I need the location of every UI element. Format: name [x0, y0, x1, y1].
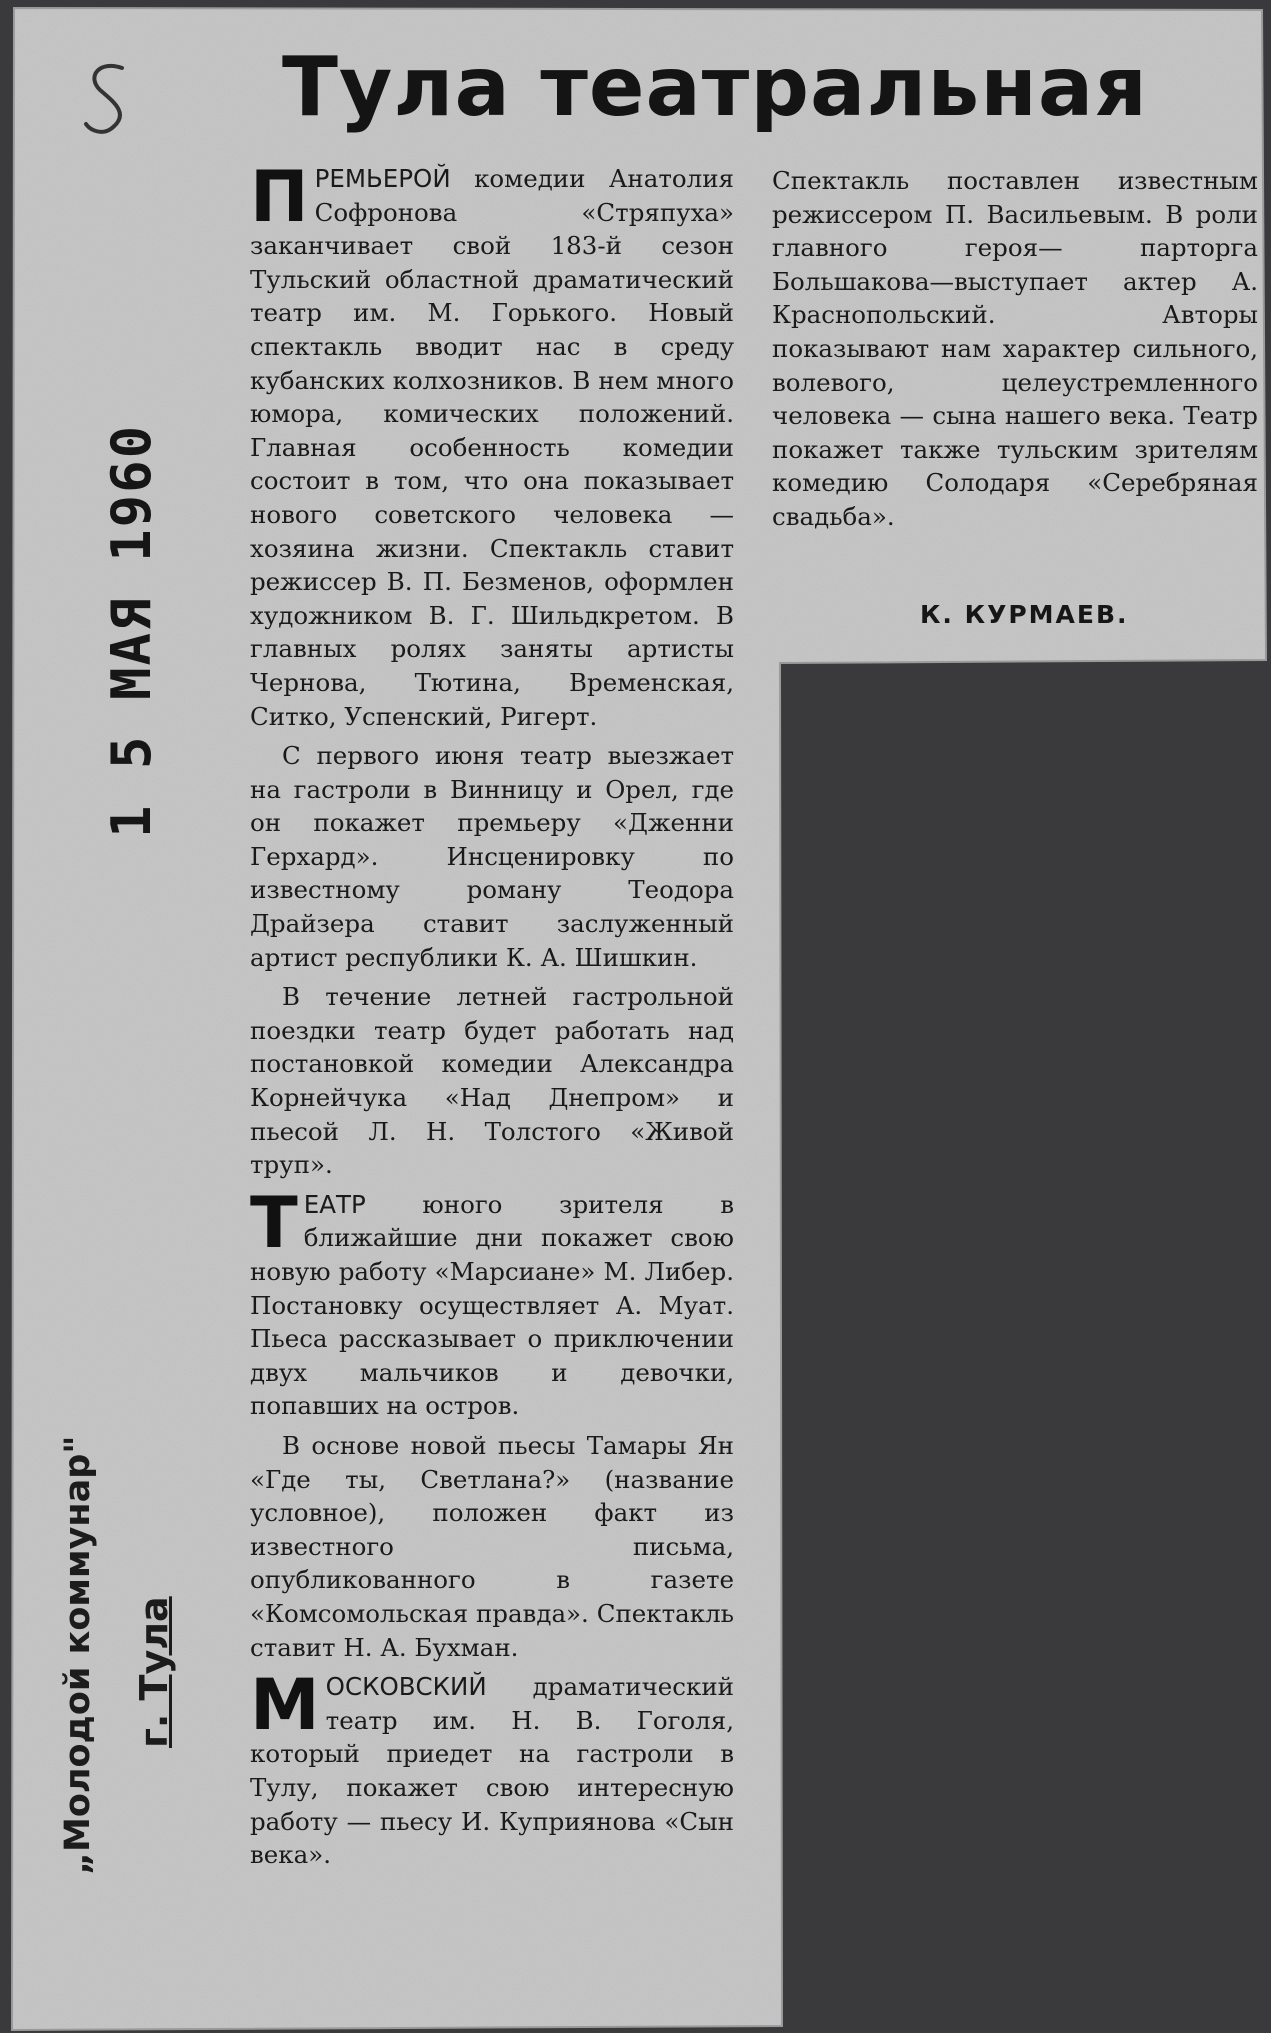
paragraph-new-play: В основе новой пьесы Тамары Ян «Где ты, Светлана?» (название условное), положен факт из известного письма, опубликованного в газете «Комсомольская правда». Спектакль ставит Н. А. Бухман. — [250, 1430, 734, 1662]
paragraph-moscow-theatre: МОСКОВСКИЙ драматический театр им. Н. В. Гоголя, который приедет на гастроли в Тулу, покажет свою интересную работу — пьесу И. Куприянова «Сын века». — [250, 1664, 734, 1870]
drop-cap: М — [250, 1664, 320, 1747]
newspaper-stamp: „Молодой коммунар" — [58, 1435, 98, 1875]
date-stamp: 1 5 МАЯ 1960 — [100, 423, 163, 838]
paragraph-premiere: ПРЕМЬЕРОЙ комедии Анатолия Софронова «Стряпуха» заканчивает свой 183-й сезон Тульский областной драматический театр им. М. Горького. Новый спектакль вводит нас в среду кубанских колхозников. В нем много юмора, комических положений. Главная особенность комедии состоит в том, что она показывает нового советского человека — хозяина жизни. Спектакль ставит режиссер В. П. Безменов, оформлен художником В. Г. Шильдкретом. В главных ролях заняты артисты Чернова, Тютина, Временская, Ситко, Успенский, Ригерт. — [250, 156, 734, 731]
handwritten-mark — [78, 58, 138, 138]
city-stamp: г. Тула — [132, 1596, 176, 1748]
author-signature: К. КУРМАЕВ. — [920, 600, 1129, 629]
left-column — [250, 156, 734, 1878]
drop-cap: П — [250, 156, 309, 238]
article-title: Тула театральная — [282, 40, 1148, 135]
paragraph-summer-plans: В течение летней гастрольной поездки театр будет работать над постановкой комедии Александра Корнейчука «Над Днепром» и пьесой Л. Н. Толстого «Живой труп». — [250, 982, 734, 1180]
paragraph-tour: С первого июня театр выезжает на гастроли в Винницу и Орел, где он покажет премьеру «Дженни Герхард». Инсценировку по известному роману Теодора Драйзера ставит заслуженный артист республики К. А. Шишкин. — [250, 741, 734, 972]
paragraph-continuation: Спектакль поставлен известным режиссером П. Васильевым. В роли главного героя— парторга Большакова—выступает актер А. Краснопольский. Авторы показывают нам характер сильного, волевого, целеустремленного человека — сына нашего века. Театр покажет также тульским зрителям комедию Солодаря «Серебряная свадьба». — [772, 166, 1258, 531]
right-column — [772, 164, 1258, 540]
paragraph-youth-theatre: ТЕАТР юного зрителя в ближайшие дни покажет свою новую работу «Марсиане» М. Либер. Постановку осуществляет А. Муат. Пьеса рассказывает о приключении двух мальчиков и девочки, попавших на остров. — [250, 1181, 734, 1421]
drop-cap: Т — [250, 1181, 298, 1264]
